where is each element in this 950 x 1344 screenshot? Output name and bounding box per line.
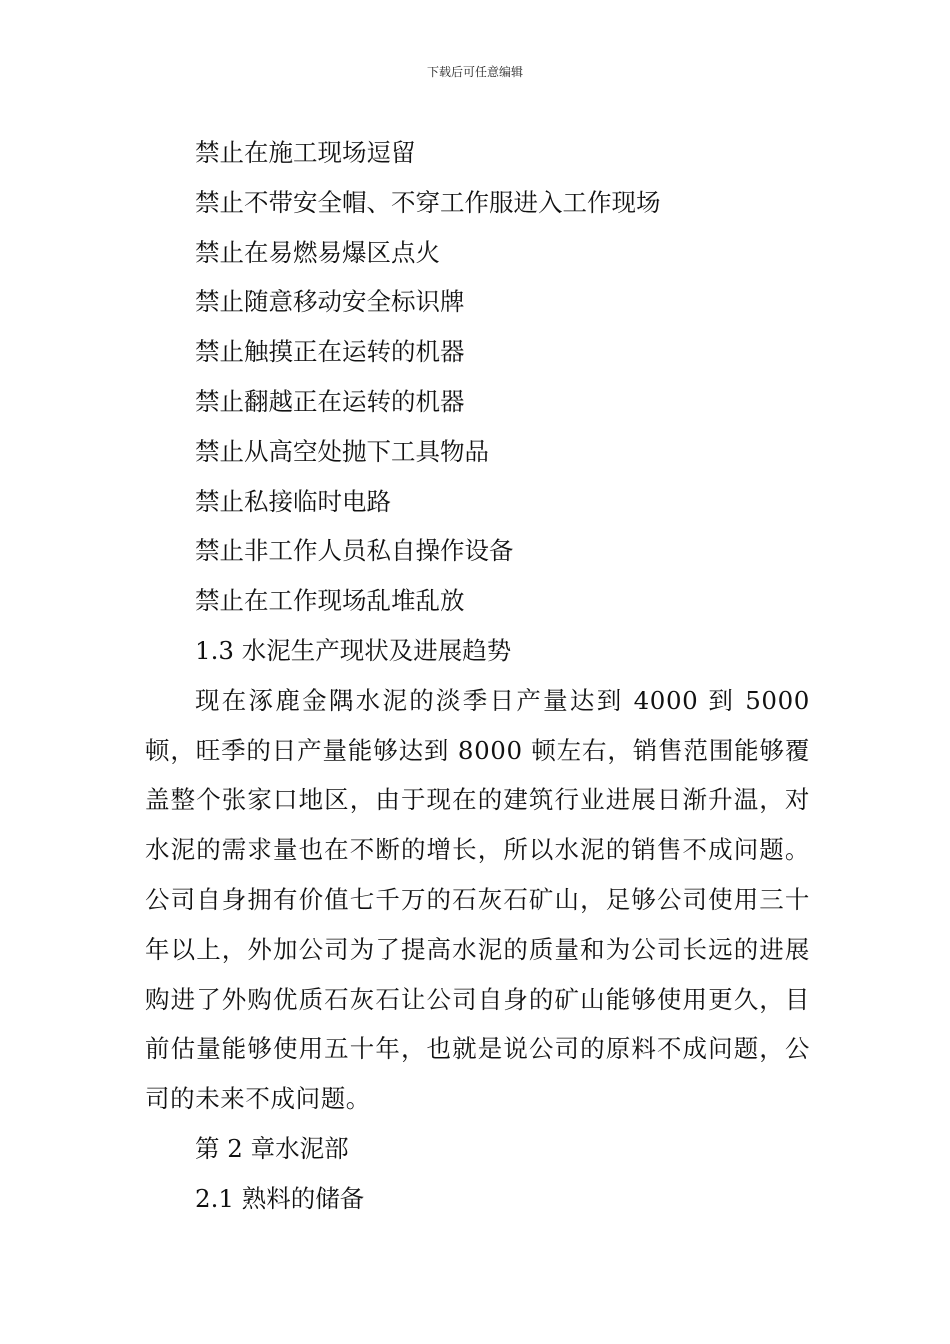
page-header-note: 下载后可任意编辑 bbox=[426, 65, 523, 79]
section-heading-1-3: 1.3 水泥生产现状及进展趋势 bbox=[195, 635, 512, 665]
chapter-heading-2: 第 2 章水泥部 bbox=[195, 1133, 349, 1163]
rule-item: 禁止私接临时电路 bbox=[195, 486, 391, 516]
rule-item: 禁止随意移动安全标识牌 bbox=[195, 287, 465, 317]
rule-item: 禁止从高空处抛下工具物品 bbox=[195, 436, 489, 466]
body-paragraph: 现在涿鹿金隅水泥的淡季日产量达到 4000 到 5000 顿，旺季的日产量能够达到 8000 顿左右，销售范围能够覆盖整个张家口地区，由于现在的建筑行业进展日渐升温，对水泥的需求量也在不断的增长，所以水泥的销售不成问题。公司自身拥有价值七千万的石灰石矿山，足够公司使用三十年以上，外加公司为了提高水泥的质量和为公司长远的进展购进了外购优质石灰石让公司自身的矿山能够使用更久，目前估量能够使用五十年，也就是说公司的原料不成问题，公司的未来不成问题。 bbox=[145, 685, 810, 1114]
rule-item: 禁止在工作现场乱堆乱放 bbox=[195, 586, 465, 616]
section-heading-2-1: 2.1 熟料的储备 bbox=[195, 1183, 365, 1213]
rule-item: 禁止非工作人员私自操作设备 bbox=[195, 536, 514, 566]
rule-item: 禁止触摸正在运转的机器 bbox=[195, 337, 465, 367]
rule-item: 禁止在施工现场逗留 bbox=[195, 138, 416, 167]
rule-item: 禁止在易燃易爆区点火 bbox=[195, 237, 440, 267]
document-body bbox=[145, 128, 810, 1224]
rule-item: 禁止不带安全帽、不穿工作服进入工作现场 bbox=[195, 187, 661, 217]
rule-item: 禁止翻越正在运转的机器 bbox=[195, 386, 465, 416]
